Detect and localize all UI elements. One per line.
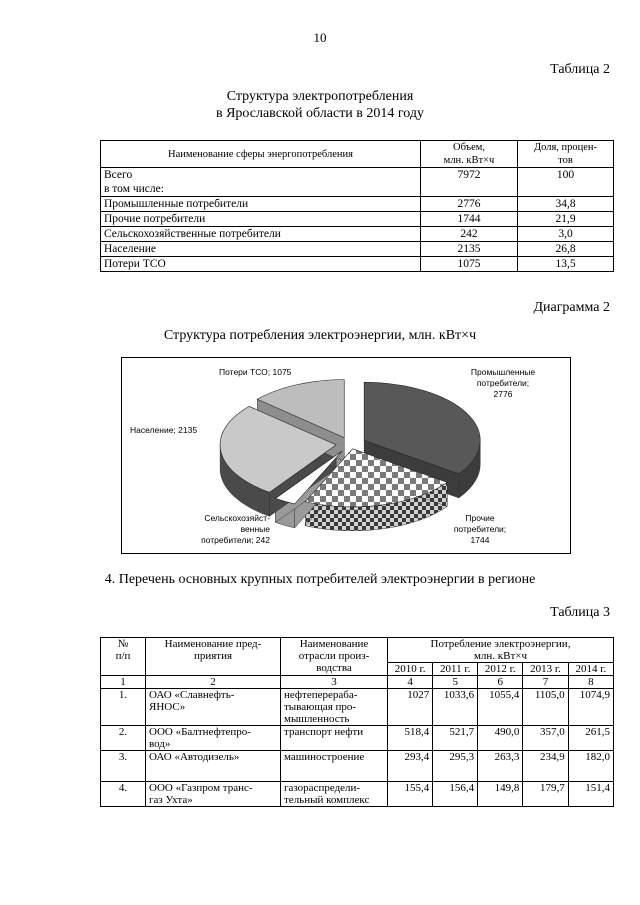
colnum-3: 3 [281, 676, 388, 689]
pie-chart-frame [121, 357, 571, 554]
year-2012: 2012 г. [478, 663, 523, 676]
table2-header-volume [421, 141, 518, 168]
pie-label-industrial-line3: 2776 [493, 389, 513, 399]
table2-cell-share: 3,0 [518, 227, 614, 242]
industry-line2: тельный комплекс [284, 794, 370, 806]
row-no: 3. [101, 751, 146, 782]
colnum-4: 4 [388, 676, 433, 689]
table3-header-consumption-line2: млн. кВт×ч [473, 650, 528, 662]
industry-line1: газораспредели- [284, 782, 361, 794]
pie-label-population: Население; 2135 [130, 425, 198, 435]
table3-header-industry-line3: водства [316, 662, 352, 674]
total-label: Всего [104, 169, 133, 181]
table2-cell-volume: 1744 [421, 212, 518, 227]
table3-header-consumption [388, 638, 614, 663]
table3-colnum-row [101, 676, 614, 689]
table-row [101, 257, 614, 272]
value-2010: 518,4 [388, 726, 433, 751]
value-2012: 149,8 [478, 782, 523, 807]
table2-label: Таблица 2 [550, 62, 610, 77]
table3-header-company-line2: приятия [193, 650, 233, 662]
table2-header-share-line2: тов [558, 155, 573, 166]
table2-cell-volume: 2776 [421, 197, 518, 212]
row-no: 1. [101, 689, 146, 726]
table2-cell-name [101, 168, 421, 197]
pie-label-agri [186, 513, 270, 546]
value-2012: 263,3 [478, 751, 523, 782]
row-company [146, 782, 281, 807]
pie-label-industrial-line2: потребители; [476, 378, 530, 388]
value-2014: 151,4 [568, 782, 613, 807]
colnum-5: 5 [433, 676, 478, 689]
company-line1: ООО «Газпром транс- [149, 782, 253, 794]
pie-label-other [440, 513, 520, 546]
section4-heading: 4. Перечень основных крупных потребителей электроэнергии в регионе [104, 572, 536, 587]
table3-header-no-line1: № [117, 638, 129, 650]
value-2014: 261,5 [568, 726, 613, 751]
value-2012: 1055,4 [478, 689, 523, 726]
value-2010: 293,4 [388, 751, 433, 782]
table-row [101, 689, 614, 726]
industry-line1: нефтеперераба- [284, 689, 358, 701]
pie-label-industrial-line1: Промышленные [470, 367, 536, 377]
table3-header-industry-line1: Наименование [299, 638, 369, 650]
pie-label-other-line2: потребители; [453, 524, 507, 534]
table2-cell-name: Население [101, 242, 421, 257]
value-2013: 179,7 [523, 782, 568, 807]
table2-cell-volume: 1075 [421, 257, 518, 272]
year-2014: 2014 г. [568, 663, 613, 676]
row-company: ОАО «Автодизель» [146, 751, 281, 782]
table3-header-row [101, 638, 614, 663]
pie-label-losses: Потери ТСО; 1075 [219, 367, 292, 377]
table2-header-sphere: Наименование сферы энергопотребления [101, 141, 421, 168]
value-2011: 1033,6 [433, 689, 478, 726]
table3-label: Таблица 3 [550, 605, 610, 620]
table2-title [0, 88, 640, 122]
table3-header-company-line1: Наименование пред- [164, 638, 262, 650]
table-row [101, 227, 614, 242]
colnum-2: 2 [146, 676, 281, 689]
including-label: в том числе: [104, 183, 164, 195]
value-2014: 182,0 [568, 751, 613, 782]
value-2013: 357,0 [523, 726, 568, 751]
value-2011: 295,3 [433, 751, 478, 782]
table2-header-volume-line1: Объем, [452, 142, 486, 153]
table2-cell-share: 100 [518, 168, 614, 197]
page-number: 10 [313, 30, 327, 45]
year-2013: 2013 г. [523, 663, 568, 676]
table3-header-consumption-line1: Потребление электроэнергии, [430, 638, 571, 650]
value-2014: 1074,9 [568, 689, 613, 726]
table2 [100, 140, 614, 272]
table2-header-row [101, 141, 614, 168]
value-2012: 490,0 [478, 726, 523, 751]
value-2010: 155,4 [388, 782, 433, 807]
table2-title-line2: в Ярославской области в 2014 году [215, 106, 425, 121]
table-row [101, 782, 614, 807]
company-line1: ООО «Балтнефтепро- [149, 726, 251, 738]
value-2011: 521,7 [433, 726, 478, 751]
row-industry: транспорт нефти [281, 726, 388, 751]
pie-label-other-line3: 1744 [470, 535, 490, 545]
table2-cell-share: 13,5 [518, 257, 614, 272]
table2-cell-name: Сельскохозяйственные потребители [101, 227, 421, 242]
table-row [101, 751, 614, 782]
colnum-7: 7 [523, 676, 568, 689]
industry-line2: тывающая про- [284, 701, 357, 713]
row-no: 4. [101, 782, 146, 807]
value-2013: 1105,0 [523, 689, 568, 726]
company-line2: вод» [149, 738, 171, 750]
table2-cell-volume: 2135 [421, 242, 518, 257]
table2-header-share-line1: Доля, процен- [533, 142, 598, 153]
row-industry: машиностроение [281, 751, 388, 782]
table-row [101, 726, 614, 751]
year-2011: 2011 г. [433, 663, 478, 676]
pie-label-agri-line1: Сельскохозяйст- [204, 513, 270, 523]
row-industry [281, 689, 388, 726]
row-company [146, 689, 281, 726]
table3-header-no [101, 638, 146, 676]
row-industry [281, 782, 388, 807]
row-no: 2. [101, 726, 146, 751]
pie-label-other-line1: Прочие [465, 513, 495, 523]
diagram2-label: Диаграмма 2 [533, 300, 610, 315]
value-2010: 1027 [388, 689, 433, 726]
table2-header-volume-line2: млн. кВт×ч [443, 155, 495, 166]
company-line2: газ Ухта» [149, 794, 193, 806]
table-row [101, 242, 614, 257]
table2-header-share [518, 141, 614, 168]
table2-title-line1: Структура электропотребления [226, 89, 414, 104]
value-2013: 234,9 [523, 751, 568, 782]
table3-header-company [146, 638, 281, 676]
table-row [101, 212, 614, 227]
table3-header-no-line2: п/п [115, 650, 131, 662]
pie-label-industrial [458, 367, 548, 400]
pie-label-agri-line2: венные [240, 524, 270, 534]
row-company [146, 726, 281, 751]
table3-header-industry [281, 638, 388, 676]
industry-line3: мышленность [284, 713, 350, 725]
year-2010: 2010 г. [388, 663, 433, 676]
colnum-1: 1 [101, 676, 146, 689]
table3-header-industry-line2: отрасли произ- [298, 650, 370, 662]
table2-cell-share: 21,9 [518, 212, 614, 227]
table2-cell-share: 26,8 [518, 242, 614, 257]
company-line1: ОАО «Славнефть- [149, 689, 235, 701]
table2-cell-share: 34,8 [518, 197, 614, 212]
table-row [101, 197, 614, 212]
table2-cell-name: Потери ТСО [101, 257, 421, 272]
table2-cell-name: Промышленные потребители [101, 197, 421, 212]
table-row [101, 168, 614, 197]
table2-cell-volume: 7972 [421, 168, 518, 197]
company-line2: ЯНОС» [149, 701, 186, 713]
diagram2-title: Структура потребления электроэнергии, млн. кВт×ч [163, 328, 477, 343]
table2-cell-volume: 242 [421, 227, 518, 242]
colnum-8: 8 [568, 676, 613, 689]
table3 [100, 637, 614, 807]
pie-label-agri-line3: потребители; 242 [201, 535, 270, 545]
value-2011: 156,4 [433, 782, 478, 807]
table2-cell-name: Прочие потребители [101, 212, 421, 227]
colnum-6: 6 [478, 676, 523, 689]
